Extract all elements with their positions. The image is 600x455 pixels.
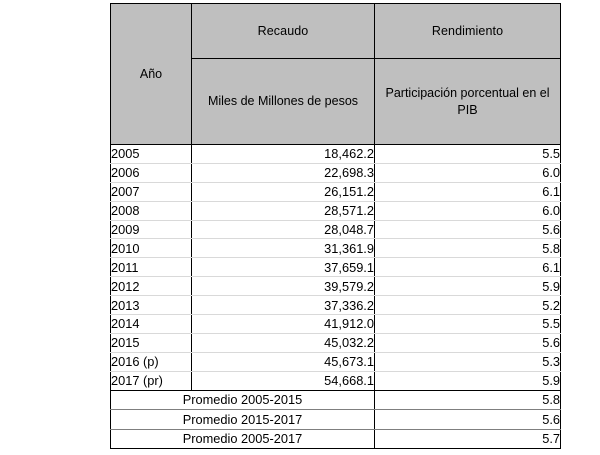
- cell-recaudo-value: 45,673.1: [192, 352, 375, 371]
- table-header: [111, 4, 561, 145]
- cell-year-value: 2013: [111, 296, 192, 315]
- cell-year-value: 2017 (pr): [111, 371, 192, 390]
- cell-rendimiento-value: 6.1: [375, 258, 561, 277]
- cell-year-value: 2006: [111, 163, 192, 182]
- cell-year-value: 2005: [111, 145, 192, 164]
- header-cell-recaudo-unit: Miles de Millones de pesos: [192, 59, 375, 145]
- cell-year-value: 2009: [111, 220, 192, 239]
- cell-rendimiento-value: 5.6: [375, 220, 561, 239]
- cell-rendimiento-value: 5.6: [375, 333, 561, 352]
- table-row: [111, 258, 561, 277]
- cell-year-value: 2012: [111, 277, 192, 296]
- footer-rendimiento-value: 5.7: [542, 431, 560, 447]
- cell-recaudo-value: 37,659.1: [192, 258, 375, 277]
- cell-year-value: 2016 (p): [111, 352, 192, 371]
- footer-rendimiento-value: 5.8: [375, 390, 561, 410]
- cell-rendimiento-value: 6.0: [375, 163, 561, 182]
- cell-recaudo-value: 22,698.3: [192, 163, 375, 182]
- cell-rendimiento-value: 5.5: [375, 145, 561, 164]
- cell-year-value: 2014: [111, 315, 192, 334]
- header-cell-recaudo-group: Recaudo: [192, 4, 375, 59]
- table-row: [111, 333, 561, 352]
- cell-recaudo-value: 54,668.1: [192, 371, 375, 390]
- cell-rendimiento-value: 5.5: [375, 315, 561, 334]
- header-cell-rendimiento-unit: Participación porcentual en el PIB: [375, 59, 561, 145]
- cell-year-value: 2015: [111, 333, 192, 352]
- cell-recaudo-value: 45,032.2: [192, 333, 375, 352]
- header-group-row: [111, 4, 561, 59]
- cell-rendimiento-value: 5.2: [375, 296, 561, 315]
- table-row: [111, 352, 561, 371]
- statistics-table: [110, 3, 561, 449]
- table-row: [111, 220, 561, 239]
- cell-recaudo-value: 28,048.7: [192, 220, 375, 239]
- cell-recaudo-value: 26,151.2: [192, 182, 375, 201]
- cell-recaudo-value: 39,579.2: [192, 277, 375, 296]
- cell-recaudo-value: 41,912.0: [192, 315, 375, 334]
- table-row: [111, 315, 561, 334]
- table-footer-row: [111, 429, 561, 449]
- footer-rendimiento-value: 5.6: [375, 410, 561, 430]
- cell-recaudo-value: 28,571.2: [192, 201, 375, 220]
- cell-year-value: 2007: [111, 182, 192, 201]
- table-body: [111, 145, 561, 391]
- cell-rendimiento-value: 6.0: [375, 201, 561, 220]
- cell-rendimiento-value: 5.8: [375, 239, 561, 258]
- table-row: [111, 163, 561, 182]
- statistics-table-container: [110, 3, 560, 449]
- cell-year-value: 2011: [111, 258, 192, 277]
- cell-recaudo-value: 31,361.9: [192, 239, 375, 258]
- table-footer: [111, 390, 561, 449]
- cell-year-value: 2008: [111, 201, 192, 220]
- table-row: [111, 182, 561, 201]
- table-footer-row: [111, 390, 561, 410]
- cell-rendimiento-value: 5.3: [375, 352, 561, 371]
- cell-recaudo-value: 18,462.2: [192, 145, 375, 164]
- footer-label: Promedio 2005-2015: [111, 390, 375, 410]
- cell-rendimiento-value: 5.9: [542, 373, 560, 389]
- header-cell-rendimiento-group: Rendimiento: [375, 4, 561, 59]
- table-row: [111, 296, 561, 315]
- table-row: [111, 239, 561, 258]
- cell-recaudo-value: 37,336.2: [192, 296, 375, 315]
- cell-rendimiento-value: 6.1: [375, 182, 561, 201]
- table-row: [111, 201, 561, 220]
- table-row: [111, 371, 561, 390]
- cell-year-value: 2010: [111, 239, 192, 258]
- header-cell-year: Año: [111, 4, 192, 145]
- cell-rendimiento-value: 5.9: [375, 277, 561, 296]
- footer-label: Promedio 2015-2017: [111, 410, 375, 430]
- footer-label: Promedio 2005-2017: [111, 429, 375, 449]
- table-row: [111, 277, 561, 296]
- table-footer-row: [111, 410, 561, 430]
- table-row: [111, 145, 561, 164]
